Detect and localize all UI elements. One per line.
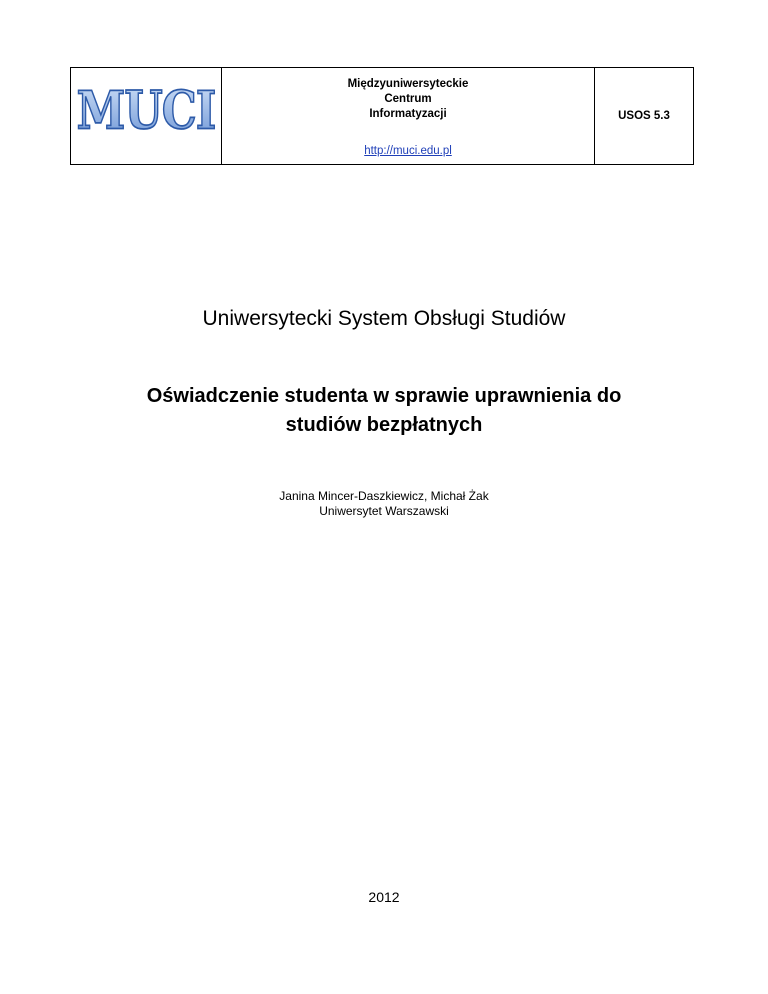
org-name-line-1: Międzyuniwersyteckie — [347, 78, 469, 90]
header-table — [70, 67, 694, 165]
author-block — [0, 489, 768, 519]
document-title-line-2: studiów bezpłatnych — [285, 414, 483, 436]
institution: Uniwersytet Warszawski — [319, 504, 449, 518]
logo-text: MUCI — [76, 86, 216, 142]
document-title — [0, 382, 768, 440]
system-title: Uniwersytecki System Obsługi Studiów — [202, 307, 566, 330]
org-name — [222, 77, 594, 122]
org-name-line-2: Centrum — [384, 93, 432, 105]
org-url-link[interactable]: http://muci.edu.pl — [364, 145, 452, 157]
publication-year: 2012 — [368, 889, 400, 905]
version-label: USOS 5.3 — [618, 110, 670, 122]
muci-logo — [76, 86, 216, 146]
version-cell — [595, 68, 693, 164]
document-title-line-1: Oświadczenie studenta w sprawie uprawnienia do — [146, 385, 622, 407]
org-cell — [222, 68, 595, 164]
authors: Janina Mincer-Daszkiewicz, Michał Żak — [279, 489, 489, 503]
logo-cell — [71, 68, 222, 164]
org-name-line-3: Informatyzacji — [369, 108, 447, 120]
